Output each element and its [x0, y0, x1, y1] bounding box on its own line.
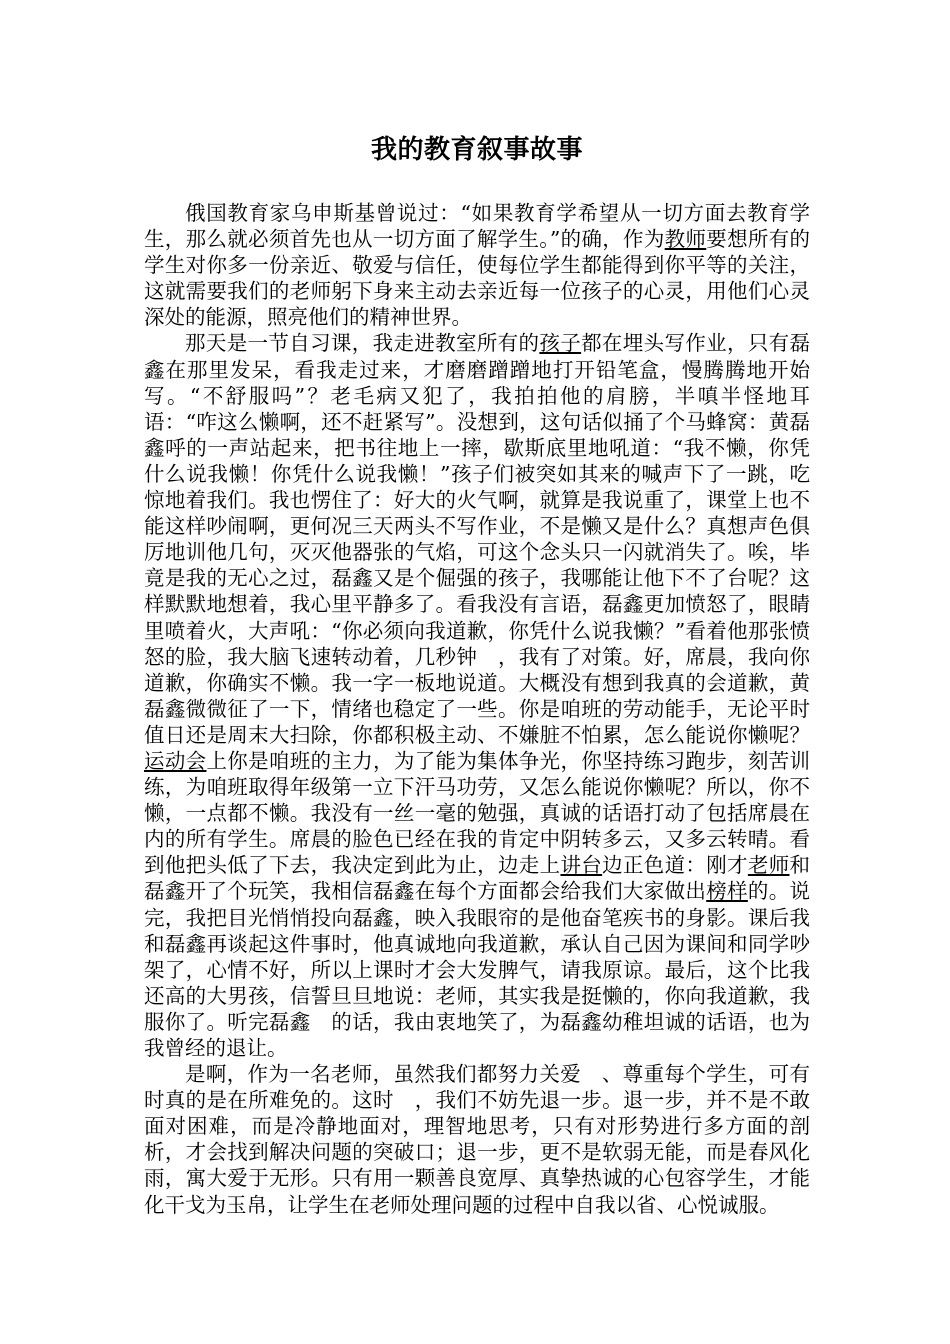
underlined-link-text[interactable]: 孩子: [539, 331, 582, 356]
paragraph-text: 的。说完，我把目光悄悄投向磊鑫，映入我眼帘的是他奋笔疾书的身影。课后我和磊鑫再谈起这件事时，他真诚地向我道歉，承认自己因为课间和同学吵架了，心情不好，所以上课时才会大发脾气，请我原谅。最后，这个比我还高的大男孩，信誓旦旦地说：老师，其实我是挺懒的，你向我道歉，我服你了。听完磊鑫 的话，我由衷地笑了，为磊鑫幼稚坦诚的话语，也为我曾经的退让。: [144, 879, 811, 1060]
underlined-link-text[interactable]: 讲台: [560, 853, 603, 878]
paragraph-text: 是啊，作为一名老师，虽然我们都努力关爱 、尊重每个学生，可有时真的是在所难免的。这时 ，我们不妨先退一步。退一步，并不是不敢面对困难，而是冷静地面对，理智地思考，只有对形势进行多方面的剖析，才会找到解决问题的突破口；退一步，更不是软弱无能，而是春风化雨，寓大爱于无形。只有用一颗善良宽厚、真挚热诚的心包容学生，才能化干戈为玉帛，让学生在老师处理问题的过程中自我以省、心悦诚服。: [144, 1062, 810, 1217]
underlined-link-text[interactable]: 榜样: [706, 879, 748, 904]
paragraph-text: 要想所有的学生对你多一份亲近、敬爱与信任，使每位学生都能得到你平等的关注，这就需要我们的老师躬下身来主动去亲近每一位孩子的心灵，用他们心灵深处的能源，照亮他们的精神世界。: [144, 227, 811, 330]
paragraph-text: 都在埋头写作业，只有磊鑫在那里发呆，看我走过来，才磨磨蹭蹭地打开铅笔盒，慢腾腾地开始写。“不舒服吗”？老毛病又犯了，我拍拍他的肩膀，半嗔半怪地耳语：“咋这么懒啊，还不赶紧写”。没想到，这句话似捅了个马蜂窝：黄磊鑫呼的一声站起来，把书往地上一摔，歇斯底里地吼道：“我不懒，你凭什么说我懒！你凭什么说我懒！”孩子们被突如其来的喊声下了一跳，吃惊地着我们。我也愣住了：好大的火气啊，就算是我说重了，课堂上也不能这样吵闹啊，更何况三天两头不写作业，不是懒又是什么？真想声色俱厉地训他几句，灭灭他器张的气焰，可这个念头只一闪就消失了。唉，毕竟是我的无心之过，磊鑫又是个倔强的孩子，我哪能让他下不了台呢？这样默默地想着，我心里平静多了。看我没有言语，磊鑫更加愤怒了，眼睛里喷着火，大声吼：“你必须向我道歉，你凭什么说我懒？”看着他那张愤怒的脸，我大脑飞速转动着，几秒钟 ，我有了对策。好，席晨，我向你道歉，你确实不懒。我一字一板地说道。大概没有想到我真的会道歉，黄磊鑫微微征了一下，情绪也稳定了一些。你是咱班的劳动能手，无论平时值日还是周末大扫除，你都积极主动、不嫌脏不怕累，怎么能说你懒呢？: [144, 331, 811, 747]
document-title: 我的教育叙事故事: [370, 135, 583, 165]
paragraph-text: 边正色道：刚才: [602, 853, 748, 878]
underlined-link-text[interactable]: 教师: [664, 227, 707, 252]
paragraph-text: 那天是一节自习课，我走进教室所有的: [185, 331, 540, 356]
paragraph-1: [144, 200, 810, 330]
underlined-link-text[interactable]: 运动会: [144, 748, 207, 773]
paragraph-text: 俄国教育家乌申斯基曾说过：“如果教育学希望从一切方面去教育学生，那么就必须首先也从一切方面了解学生。”的确，作为: [144, 201, 810, 252]
paragraph-3: [144, 1061, 810, 1218]
paragraph-text: 和磊鑫开了个玩笑，我相信磊鑫在每个方面都会给我们大家做出: [144, 853, 811, 904]
document-body: [144, 200, 810, 1218]
underlined-link-text[interactable]: 老师: [747, 853, 790, 878]
paragraph-text: 上你是咱班的主力，为了能为集体争光，你坚持练习跑步，刻苦训练，为咱班取得年级第一立下汗马功劳，又怎么能说你懒呢？所以，你不懒，一点都不懒。我没有一丝一毫的勉强，真诚的话语打动了包括席晨在内的所有学生。席晨的脸色已经在我的肯定中阴转多云，又多云转晴。看到他把头低了下去，我决定到此为止，边走上: [144, 748, 810, 878]
paragraph-2: [144, 330, 810, 1061]
